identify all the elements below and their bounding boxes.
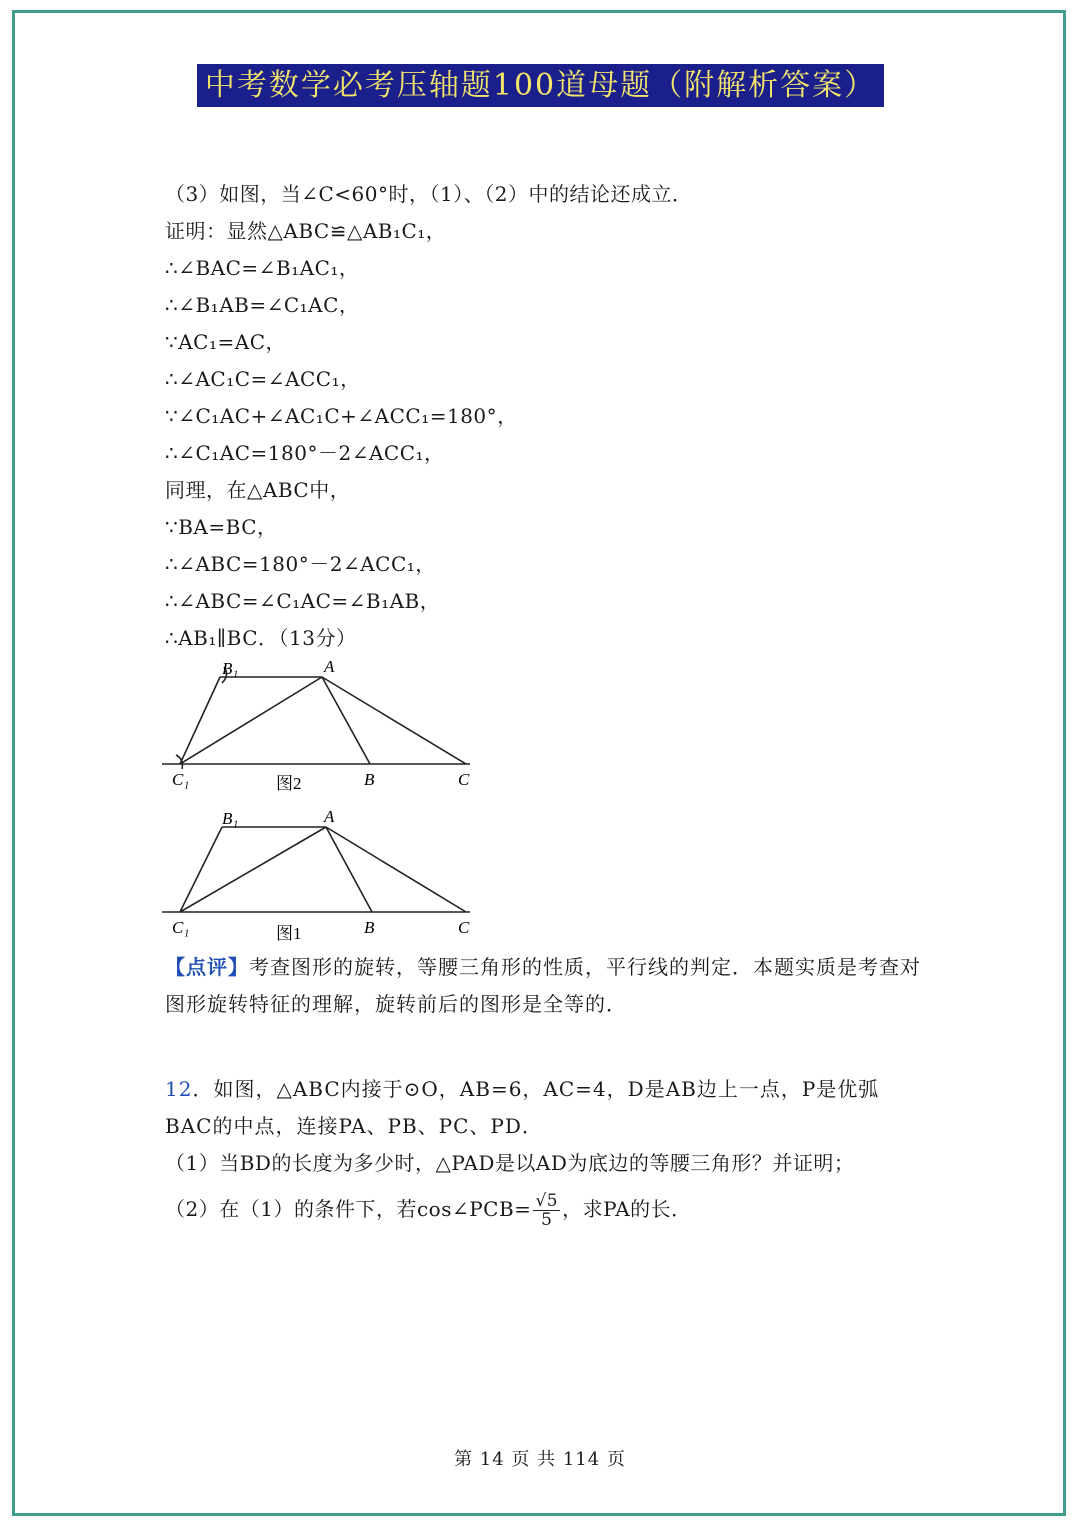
q2-frac-denominator: 5 bbox=[541, 1210, 553, 1230]
fig1-label-a: A bbox=[324, 807, 335, 826]
proof-line: ∴∠C₁AC=180°－2∠ACC₁， bbox=[165, 441, 445, 465]
problem-stem-text: ．如图，△ABC内接于⊙O，AB=6，AC=4，D是AB边上一点，P是优弧BAC的中点，连接PA、PB、PC、PD． bbox=[165, 1077, 880, 1138]
comment-text: 考查图形的旋转，等腰三角形的性质，平行线的判定．本题实质是考查对图形旋转特征的理解，旋转前后的图形是全等的． bbox=[165, 955, 921, 1016]
fig1-label-b1: B₁ bbox=[222, 809, 239, 828]
proof-line: ∴∠BAC=∠B₁AC₁， bbox=[165, 256, 360, 280]
fig2-label-b: B bbox=[364, 770, 375, 789]
page-title: 中考数学必考压轴题100道母题（附解析答案） bbox=[197, 64, 884, 107]
figure-2-diagram bbox=[160, 655, 480, 800]
q2-prefix: （2）在（1）的条件下，若cos∠PCB= bbox=[165, 1197, 532, 1221]
problem-12-q1: （1）当BD的长度为多少时，△PAD是以AD为底边的等腰三角形？并证明； bbox=[165, 1151, 855, 1175]
proof-line: ∴∠ABC=∠C₁AC=∠B₁AB， bbox=[165, 589, 441, 613]
q2-suffix: ，求PA的长． bbox=[562, 1197, 692, 1221]
proof-line: ∴∠AC₁C=∠ACC₁， bbox=[165, 367, 361, 391]
proof-line: ∴∠B₁AB=∠C₁AC， bbox=[165, 293, 360, 317]
problem-number: 12 bbox=[165, 1077, 193, 1101]
fig2-label-b1: B₁ bbox=[222, 659, 239, 678]
fig2-label-c: C bbox=[458, 770, 470, 789]
fig2-label-a: A bbox=[324, 657, 335, 676]
q2-frac-numerator: √5 bbox=[535, 1191, 559, 1211]
proof-line: ∵AC₁=AC， bbox=[165, 330, 286, 354]
proof-line: 同理，在△ABC中， bbox=[165, 478, 351, 502]
comment-block bbox=[165, 949, 925, 1023]
figure-1-diagram bbox=[160, 805, 480, 950]
problem-12-q2 bbox=[165, 1192, 692, 1229]
proof-line: ∵∠C₁AC+∠AC₁C+∠ACC₁=180°， bbox=[165, 404, 518, 428]
fig1-label-c1: C₁ bbox=[172, 918, 190, 937]
fig1-caption: 图1 bbox=[276, 924, 302, 943]
fig2-label-c1: C₁ bbox=[172, 770, 190, 789]
fig1-label-c: C bbox=[458, 918, 470, 937]
fig2-caption: 图2 bbox=[276, 774, 302, 793]
comment-tag: 【点评】 bbox=[165, 955, 249, 979]
proof-line: 证明：显然△ABC≌△AB₁C₁， bbox=[165, 219, 447, 243]
q2-fraction bbox=[533, 1192, 560, 1229]
proof-line: ∵BA=BC， bbox=[165, 515, 278, 539]
proof-line: ∴AB₁∥BC．（13分） bbox=[165, 626, 357, 650]
problem-12-stem bbox=[165, 1071, 925, 1145]
proof-line: ∴∠ABC=180°－2∠ACC₁， bbox=[165, 552, 436, 576]
fig1-label-b: B bbox=[364, 918, 375, 937]
proof-line: （3）如图，当∠C<60°时，（1）、（2）中的结论还成立． bbox=[165, 182, 693, 206]
page-footer: 第 14 页 共 114 页 bbox=[454, 1449, 626, 1470]
